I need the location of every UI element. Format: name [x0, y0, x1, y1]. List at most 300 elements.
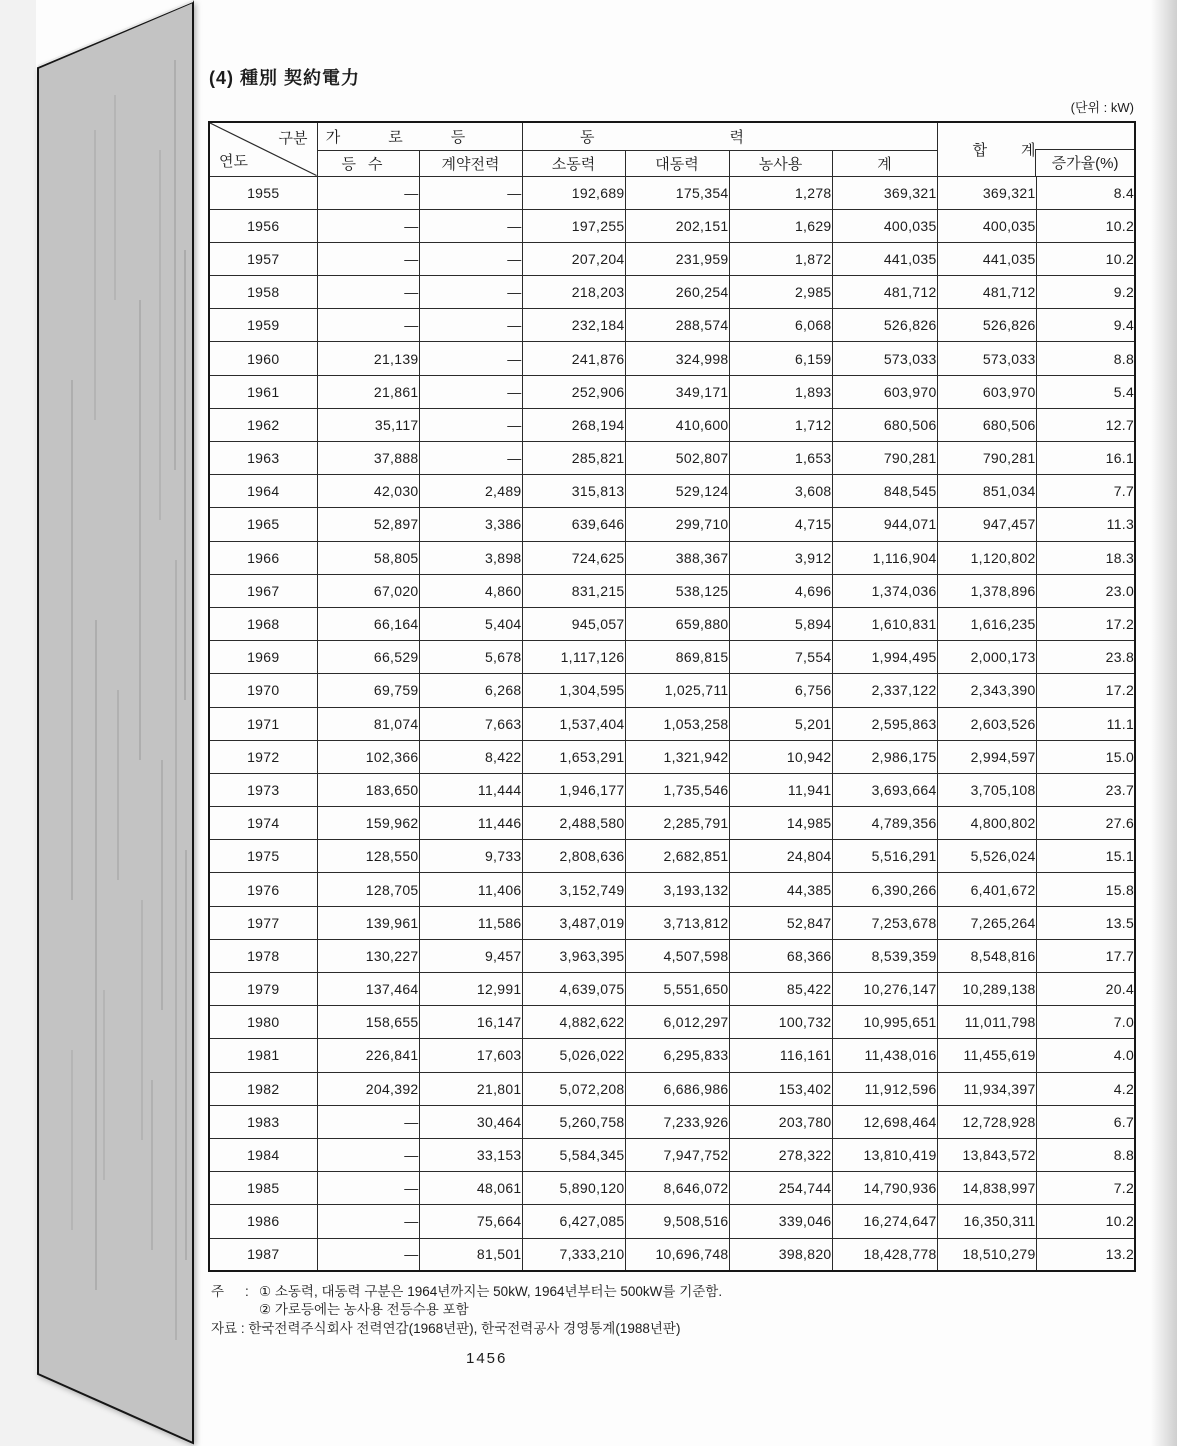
agricultural-cell: 153,402 [729, 1072, 832, 1105]
contract-power-cell: — [419, 209, 522, 242]
growth-rate-cell: 10.2 [1036, 242, 1135, 275]
year-cell: 1970 [209, 674, 317, 707]
lamp-count-cell: 21,861 [317, 375, 419, 408]
unit-note: (단위 : kW) [1070, 100, 1134, 115]
power-subtotal-cell: 1,374,036 [832, 574, 937, 607]
contract-power-cell: 3,386 [419, 508, 522, 541]
lamp-count-cell: 67,020 [317, 574, 419, 607]
growth-rate-cell: 8.4 [1036, 176, 1135, 209]
year-cell: 1959 [209, 309, 317, 342]
year-cell: 1955 [209, 176, 317, 209]
subheader-large-power: 대동력 [625, 150, 729, 176]
growth-rate-cell: 23.7 [1036, 773, 1135, 806]
year-cell: 1980 [209, 1006, 317, 1039]
total-cell: 14,838,997 [937, 1172, 1036, 1205]
subheader-contract-power: 계약전력 [419, 150, 522, 176]
growth-rate-cell: 9.4 [1036, 309, 1135, 342]
power-subtotal-cell: 481,712 [832, 276, 937, 309]
large-power-cell: 4,507,598 [625, 939, 729, 972]
year-cell: 1977 [209, 906, 317, 939]
table-row [209, 1205, 1135, 1238]
total-cell: 11,455,619 [937, 1039, 1036, 1072]
group-header-streetlight: 가로등 [317, 122, 522, 150]
year-cell: 1971 [209, 707, 317, 740]
table-row [209, 674, 1135, 707]
lamp-count-cell: — [317, 1238, 419, 1271]
total-cell: 12,728,928 [937, 1105, 1036, 1138]
year-cell: 1972 [209, 740, 317, 773]
agricultural-cell: 116,161 [729, 1039, 832, 1072]
lamp-count-cell: 137,464 [317, 973, 419, 1006]
total-cell: 851,034 [937, 475, 1036, 508]
large-power-cell: 6,686,986 [625, 1072, 729, 1105]
table-row [209, 342, 1135, 375]
small-power-cell: 5,260,758 [522, 1105, 625, 1138]
year-cell: 1968 [209, 607, 317, 640]
page-number: 1456 [466, 1350, 508, 1367]
source-line: 자료 : 한국전력주식회사 전력연감(1968년판), 한국전력공사 경영통계(1988년판) [211, 1321, 681, 1336]
table-row [209, 309, 1135, 342]
large-power-cell: 8,646,072 [625, 1172, 729, 1205]
small-power-cell: 831,215 [522, 574, 625, 607]
total-cell: 2,343,390 [937, 674, 1036, 707]
large-power-cell: 869,815 [625, 641, 729, 674]
total-cell: 1,120,802 [937, 541, 1036, 574]
large-power-cell: 324,998 [625, 342, 729, 375]
contract-power-cell: 6,268 [419, 674, 522, 707]
large-power-cell: 3,713,812 [625, 906, 729, 939]
small-power-cell: 3,487,019 [522, 906, 625, 939]
subheader-agricultural: 농사용 [729, 150, 832, 176]
contract-power-cell: 11,444 [419, 773, 522, 806]
agricultural-cell: 339,046 [729, 1205, 832, 1238]
book-page-edges [0, 0, 210, 1446]
growth-rate-cell: 10.2 [1036, 209, 1135, 242]
large-power-cell: 1,735,546 [625, 773, 729, 806]
agricultural-cell: 14,985 [729, 807, 832, 840]
table-row [209, 873, 1135, 906]
power-subtotal-cell: 573,033 [832, 342, 937, 375]
small-power-cell: 724,625 [522, 541, 625, 574]
total-cell: 5,526,024 [937, 840, 1036, 873]
growth-rate-cell: 8.8 [1036, 1138, 1135, 1171]
growth-rate-cell: 8.8 [1036, 342, 1135, 375]
growth-rate-cell: 23.8 [1036, 641, 1135, 674]
year-cell: 1960 [209, 342, 317, 375]
power-subtotal-cell: 2,337,122 [832, 674, 937, 707]
contract-power-cell: — [419, 276, 522, 309]
lamp-count-cell: 159,962 [317, 807, 419, 840]
small-power-cell: 7,333,210 [522, 1238, 625, 1271]
large-power-cell: 7,947,752 [625, 1138, 729, 1171]
power-subtotal-cell: 10,995,651 [832, 1006, 937, 1039]
subheader-lamp-count: 등수 [317, 150, 419, 176]
contract-power-cell: 2,489 [419, 475, 522, 508]
contract-power-cell: 4,860 [419, 574, 522, 607]
corner-label-year: 연도 [219, 152, 248, 170]
agricultural-cell: 1,653 [729, 442, 832, 475]
small-power-cell: 218,203 [522, 276, 625, 309]
small-power-cell: 192,689 [522, 176, 625, 209]
large-power-cell: 260,254 [625, 276, 729, 309]
small-power-cell: 1,117,126 [522, 641, 625, 674]
table-row [209, 442, 1135, 475]
year-cell: 1976 [209, 873, 317, 906]
lamp-count-cell: 130,227 [317, 939, 419, 972]
growth-rate-cell: 11.3 [1036, 508, 1135, 541]
agricultural-cell: 11,941 [729, 773, 832, 806]
small-power-cell: 1,946,177 [522, 773, 625, 806]
power-subtotal-cell: 441,035 [832, 242, 937, 275]
year-cell: 1963 [209, 442, 317, 475]
contract-power-cell: 7,663 [419, 707, 522, 740]
power-subtotal-cell: 11,438,016 [832, 1039, 937, 1072]
agricultural-cell: 1,712 [729, 408, 832, 441]
table-row [209, 408, 1135, 441]
total-cell: 1,616,235 [937, 607, 1036, 640]
contract-power-cell: 5,404 [419, 607, 522, 640]
large-power-cell: 6,295,833 [625, 1039, 729, 1072]
agricultural-cell: 85,422 [729, 973, 832, 1006]
power-subtotal-cell: 13,810,419 [832, 1138, 937, 1171]
total-cell: 3,705,108 [937, 773, 1036, 806]
total-cell: 2,000,173 [937, 641, 1036, 674]
agricultural-cell: 1,278 [729, 176, 832, 209]
table-row [209, 1039, 1135, 1072]
year-cell: 1964 [209, 475, 317, 508]
table-row [209, 1238, 1135, 1271]
lamp-count-cell: 21,139 [317, 342, 419, 375]
large-power-cell: 6,012,297 [625, 1006, 729, 1039]
growth-rate-cell: 7.0 [1036, 1006, 1135, 1039]
large-power-cell: 1,025,711 [625, 674, 729, 707]
large-power-cell: 1,321,942 [625, 740, 729, 773]
growth-rate-cell: 15.1 [1036, 840, 1135, 873]
total-cell: 10,289,138 [937, 973, 1036, 1006]
power-subtotal-cell: 369,321 [832, 176, 937, 209]
growth-rate-cell: 10.2 [1036, 1205, 1135, 1238]
contract-power-cell: 9,457 [419, 939, 522, 972]
power-subtotal-cell: 16,274,647 [832, 1205, 937, 1238]
agricultural-cell: 5,894 [729, 607, 832, 640]
total-cell: 1,378,896 [937, 574, 1036, 607]
contract-power-cell: 81,501 [419, 1238, 522, 1271]
lamp-count-cell: 37,888 [317, 442, 419, 475]
total-label: 합계 [972, 141, 1070, 159]
lamp-count-cell: — [317, 1205, 419, 1238]
large-power-cell: 388,367 [625, 541, 729, 574]
power-subtotal-cell: 1,116,904 [832, 541, 937, 574]
table-row [209, 973, 1135, 1006]
table-row [209, 375, 1135, 408]
table-row [209, 607, 1135, 640]
growth-rate-cell: 11.1 [1036, 707, 1135, 740]
table-row [209, 574, 1135, 607]
power-subtotal-cell: 2,595,863 [832, 707, 937, 740]
large-power-cell: 175,354 [625, 176, 729, 209]
large-power-cell: 202,151 [625, 209, 729, 242]
lamp-count-cell: 204,392 [317, 1072, 419, 1105]
small-power-cell: 1,304,595 [522, 674, 625, 707]
agricultural-cell: 68,366 [729, 939, 832, 972]
year-cell: 1974 [209, 807, 317, 840]
large-power-cell: 529,124 [625, 475, 729, 508]
total-cell: 400,035 [937, 209, 1036, 242]
large-power-cell: 538,125 [625, 574, 729, 607]
year-cell: 1957 [209, 242, 317, 275]
corner-label-category: 구분 [278, 130, 308, 147]
growth-rate-cell: 17.7 [1036, 939, 1135, 972]
agricultural-cell: 398,820 [729, 1238, 832, 1271]
agricultural-cell: 1,629 [729, 209, 832, 242]
contract-power-cell: — [419, 342, 522, 375]
year-cell: 1979 [209, 973, 317, 1006]
year-cell: 1967 [209, 574, 317, 607]
contract-power-cell: 11,446 [419, 807, 522, 840]
agricultural-cell: 52,847 [729, 906, 832, 939]
year-cell: 1978 [209, 939, 317, 972]
contract-power-cell: 9,733 [419, 840, 522, 873]
power-subtotal-cell: 3,693,664 [832, 773, 937, 806]
power-subtotal-cell: 14,790,936 [832, 1172, 937, 1205]
table-row [209, 1138, 1135, 1171]
power-subtotal-cell: 1,610,831 [832, 607, 937, 640]
contract-power-cell: 5,678 [419, 641, 522, 674]
lamp-count-cell: — [317, 1172, 419, 1205]
subheader-subtotal: 계 [832, 150, 937, 176]
power-subtotal-cell: 5,516,291 [832, 840, 937, 873]
agricultural-cell: 6,159 [729, 342, 832, 375]
year-cell: 1966 [209, 541, 317, 574]
agricultural-cell: 44,385 [729, 873, 832, 906]
note-colon: : [245, 1284, 249, 1299]
agricultural-cell: 10,942 [729, 740, 832, 773]
agricultural-cell: 4,715 [729, 508, 832, 541]
large-power-cell: 502,807 [625, 442, 729, 475]
power-subtotal-cell: 603,970 [832, 375, 937, 408]
total-cell: 4,800,802 [937, 807, 1036, 840]
power-subtotal-cell: 7,253,678 [832, 906, 937, 939]
total-cell: 680,506 [937, 408, 1036, 441]
total-cell: 11,934,397 [937, 1072, 1036, 1105]
total-cell: 7,265,264 [937, 906, 1036, 939]
table-row [209, 707, 1135, 740]
small-power-cell: 5,890,120 [522, 1172, 625, 1205]
small-power-cell: 3,963,395 [522, 939, 625, 972]
power-subtotal-cell: 2,986,175 [832, 740, 937, 773]
small-power-cell: 241,876 [522, 342, 625, 375]
contract-power-cell: 30,464 [419, 1105, 522, 1138]
large-power-cell: 3,193,132 [625, 873, 729, 906]
table-row [209, 276, 1135, 309]
growth-rate-cell: 23.0 [1036, 574, 1135, 607]
agricultural-cell: 24,804 [729, 840, 832, 873]
lamp-count-cell: 35,117 [317, 408, 419, 441]
group-header-power: 동력 [522, 122, 937, 150]
table-row [209, 242, 1135, 275]
year-cell: 1965 [209, 508, 317, 541]
small-power-cell: 2,808,636 [522, 840, 625, 873]
total-cell: 790,281 [937, 442, 1036, 475]
total-cell: 13,843,572 [937, 1138, 1036, 1171]
agricultural-cell: 4,696 [729, 574, 832, 607]
total-cell: 6,401,672 [937, 873, 1036, 906]
contract-power-cell: 17,603 [419, 1039, 522, 1072]
small-power-cell: 315,813 [522, 475, 625, 508]
year-cell: 1969 [209, 641, 317, 674]
growth-rate-cell: 6.7 [1036, 1105, 1135, 1138]
growth-rate-cell: 13.5 [1036, 906, 1135, 939]
contract-power-cell: 3,898 [419, 541, 522, 574]
large-power-cell: 7,233,926 [625, 1105, 729, 1138]
total-cell: 526,826 [937, 309, 1036, 342]
agricultural-cell: 6,756 [729, 674, 832, 707]
lamp-count-cell: 81,074 [317, 707, 419, 740]
table-row [209, 773, 1135, 806]
year-cell: 1956 [209, 209, 317, 242]
lamp-count-cell: 102,366 [317, 740, 419, 773]
large-power-cell: 659,880 [625, 607, 729, 640]
lamp-count-cell: — [317, 176, 419, 209]
power-subtotal-cell: 526,826 [832, 309, 937, 342]
total-cell: 481,712 [937, 276, 1036, 309]
subheader-small-power: 소동력 [522, 150, 625, 176]
contract-power-cell: 75,664 [419, 1205, 522, 1238]
contract-power-cell: — [419, 242, 522, 275]
power-subtotal-cell: 4,789,356 [832, 807, 937, 840]
lamp-count-cell: 158,655 [317, 1006, 419, 1039]
lamp-count-cell: — [317, 242, 419, 275]
small-power-cell: 4,882,622 [522, 1006, 625, 1039]
growth-rate-cell: 16.1 [1036, 442, 1135, 475]
agricultural-cell: 1,872 [729, 242, 832, 275]
total-cell: 8,548,816 [937, 939, 1036, 972]
lamp-count-cell: — [317, 1105, 419, 1138]
contract-power-cell: 48,061 [419, 1172, 522, 1205]
lamp-count-cell: 52,897 [317, 508, 419, 541]
year-cell: 1987 [209, 1238, 317, 1271]
table-row [209, 939, 1135, 972]
growth-rate-cell: 5.4 [1036, 375, 1135, 408]
year-cell: 1975 [209, 840, 317, 873]
table-row [209, 807, 1135, 840]
small-power-cell: 207,204 [522, 242, 625, 275]
growth-rate-header: 증가율(%) [1035, 149, 1134, 176]
contract-power-cell: 16,147 [419, 1006, 522, 1039]
growth-rate-cell: 20.4 [1036, 973, 1135, 1006]
contract-power-table [208, 121, 1136, 1272]
small-power-cell: 197,255 [522, 209, 625, 242]
large-power-cell: 231,959 [625, 242, 729, 275]
total-cell: 603,970 [937, 375, 1036, 408]
year-cell: 1982 [209, 1072, 317, 1105]
growth-rate-cell: 27.6 [1036, 807, 1135, 840]
large-power-cell: 410,600 [625, 408, 729, 441]
agricultural-cell: 3,608 [729, 475, 832, 508]
total-cell: 18,510,279 [937, 1238, 1036, 1271]
contract-power-cell: 21,801 [419, 1072, 522, 1105]
year-cell: 1986 [209, 1205, 317, 1238]
contract-power-cell: 11,586 [419, 906, 522, 939]
table-row [209, 209, 1135, 242]
contract-power-cell: 11,406 [419, 873, 522, 906]
total-cell: 441,035 [937, 242, 1036, 275]
contract-power-cell: — [419, 176, 522, 209]
power-subtotal-cell: 10,276,147 [832, 973, 937, 1006]
table-row [209, 1006, 1135, 1039]
power-subtotal-cell: 680,506 [832, 408, 937, 441]
agricultural-cell: 254,744 [729, 1172, 832, 1205]
growth-rate-cell: 15.8 [1036, 873, 1135, 906]
total-cell: 11,011,798 [937, 1006, 1036, 1039]
small-power-cell: 5,072,208 [522, 1072, 625, 1105]
contract-power-cell: — [419, 408, 522, 441]
year-cell: 1983 [209, 1105, 317, 1138]
large-power-cell: 10,696,748 [625, 1238, 729, 1271]
large-power-cell: 1,053,258 [625, 707, 729, 740]
table-row [209, 1105, 1135, 1138]
small-power-cell: 252,906 [522, 375, 625, 408]
small-power-cell: 945,057 [522, 607, 625, 640]
lamp-count-cell: — [317, 309, 419, 342]
small-power-cell: 5,584,345 [522, 1138, 625, 1171]
table-row [209, 541, 1135, 574]
lamp-count-cell: 128,705 [317, 873, 419, 906]
lamp-count-cell: 58,805 [317, 541, 419, 574]
contract-power-cell: — [419, 375, 522, 408]
power-subtotal-cell: 8,539,359 [832, 939, 937, 972]
footnotes [211, 1283, 722, 1338]
large-power-cell: 288,574 [625, 309, 729, 342]
small-power-cell: 639,646 [522, 508, 625, 541]
power-subtotal-cell: 18,428,778 [832, 1238, 937, 1271]
year-cell: 1985 [209, 1172, 317, 1205]
scan-shadow-right [1151, 0, 1177, 1446]
table-row [209, 176, 1135, 209]
note-line-1: ① 소동력, 대동력 구분은 1964년까지는 50kW, 1964년부터는 500kW를 기준함. [259, 1284, 723, 1299]
small-power-cell: 1,537,404 [522, 707, 625, 740]
year-cell: 1973 [209, 773, 317, 806]
small-power-cell: 6,427,085 [522, 1205, 625, 1238]
small-power-cell: 268,194 [522, 408, 625, 441]
small-power-cell: 3,152,749 [522, 873, 625, 906]
table-row [209, 906, 1135, 939]
note-label: 주 [211, 1284, 225, 1299]
lamp-count-cell: 128,550 [317, 840, 419, 873]
growth-rate-cell: 17.2 [1036, 674, 1135, 707]
power-subtotal-cell: 6,390,266 [832, 873, 937, 906]
small-power-cell: 4,639,075 [522, 973, 625, 1006]
year-cell: 1981 [209, 1039, 317, 1072]
lamp-count-cell: — [317, 1138, 419, 1171]
lamp-count-cell: — [317, 209, 419, 242]
growth-rate-cell: 4.2 [1036, 1072, 1135, 1105]
growth-rate-cell: 13.2 [1036, 1238, 1135, 1271]
total-cell: 573,033 [937, 342, 1036, 375]
table-row [209, 1072, 1135, 1105]
year-cell: 1961 [209, 375, 317, 408]
growth-rate-cell: 17.2 [1036, 607, 1135, 640]
lamp-count-cell: 42,030 [317, 475, 419, 508]
total-cell: 2,603,526 [937, 707, 1036, 740]
lamp-count-cell: — [317, 276, 419, 309]
lamp-count-cell: 66,164 [317, 607, 419, 640]
agricultural-cell: 203,780 [729, 1105, 832, 1138]
large-power-cell: 299,710 [625, 508, 729, 541]
lamp-count-cell: 66,529 [317, 641, 419, 674]
year-cell: 1984 [209, 1138, 317, 1171]
contract-power-cell: — [419, 442, 522, 475]
